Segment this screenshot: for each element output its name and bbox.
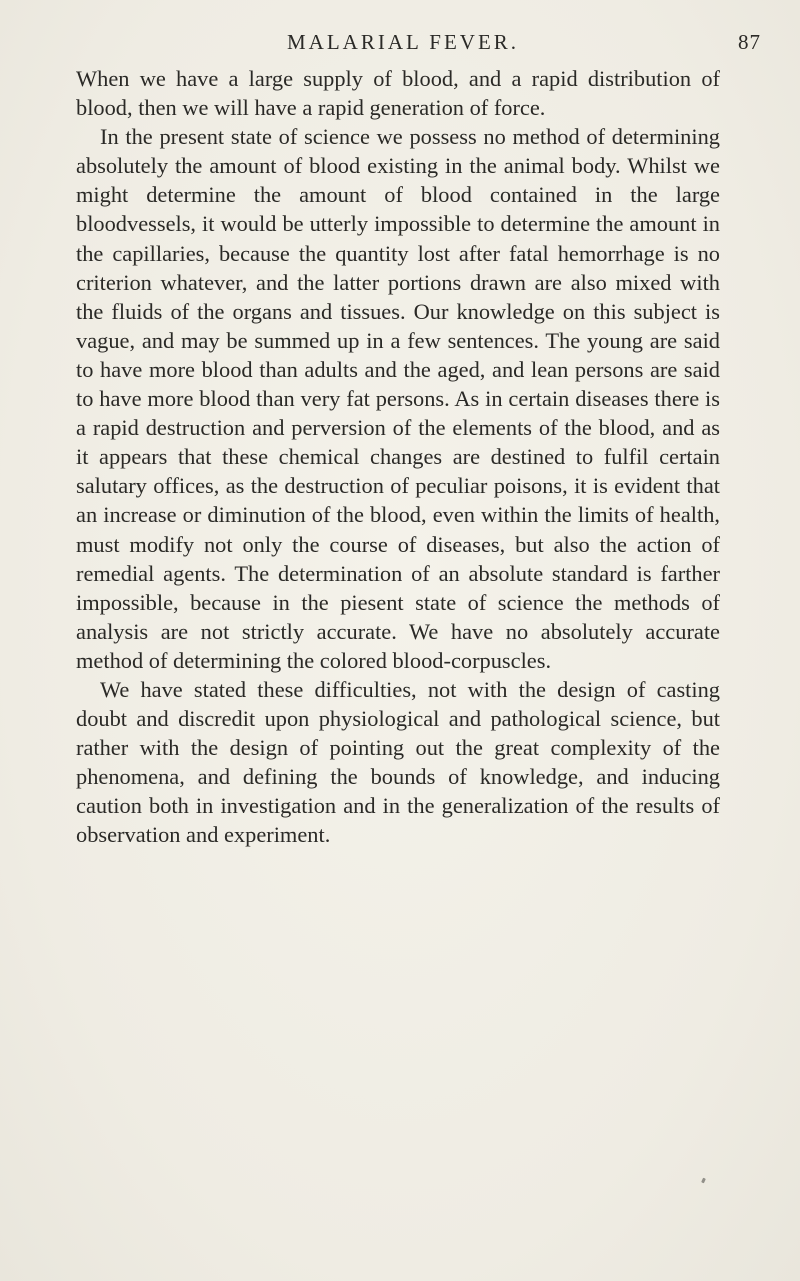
paragraph-3: We have stated these difficulties, not with the design of casting doubt and discredit upon physiological and pathological science, but rather with the design of pointing out the great complexity of the phenomena, and defining the bounds of knowledge, and inducing caution both in investigation and in the generalization of the results of observation and experiment. — [76, 676, 720, 848]
page-number: 87 — [738, 30, 761, 54]
paragraph-1: When we have a large supply of blood, and a rapid distribution of blood, then we will have a rapid generation of force. — [76, 66, 720, 121]
ink-speck — [701, 1178, 706, 1184]
body-text — [76, 64, 720, 850]
running-head — [0, 30, 800, 62]
running-head-title: MALARIAL FEVER. — [287, 30, 520, 54]
paragraph-2: In the present state of science we possess no method of determining absolutely the amount of blood existing in the animal body. Whilst we might determine the amount of blood contained in the large bloodvessels, it would be utterly impossible to determine the amount in the capillaries, because the quantity lost after fatal hemorrhage is no criterion whatever, and the latter portions drawn are also mixed with the fluids of the organs and tissues. Our knowledge on this subject is vague, and may be summed up in a few sentences. The young are said to have more blood than adults and the aged, and lean persons are said to have more blood than very fat persons. As in certain diseases there is a rapid destruction and perversion of the elements of the blood, and as it appears that these chemical changes are destined to fulfil certain salutary offices, as the destruction of peculiar poisons, it is evident that an increase or diminution of the blood, even within the limits of health, must modify not only the course of diseases, but also the action of remedial agents. The determination of an absolute standard is farther impossible, because in the piesent state of science the methods of analysis are not strictly accurate. We have no absolutely accurate method of determining the colored blood-corpuscles. — [76, 124, 720, 673]
